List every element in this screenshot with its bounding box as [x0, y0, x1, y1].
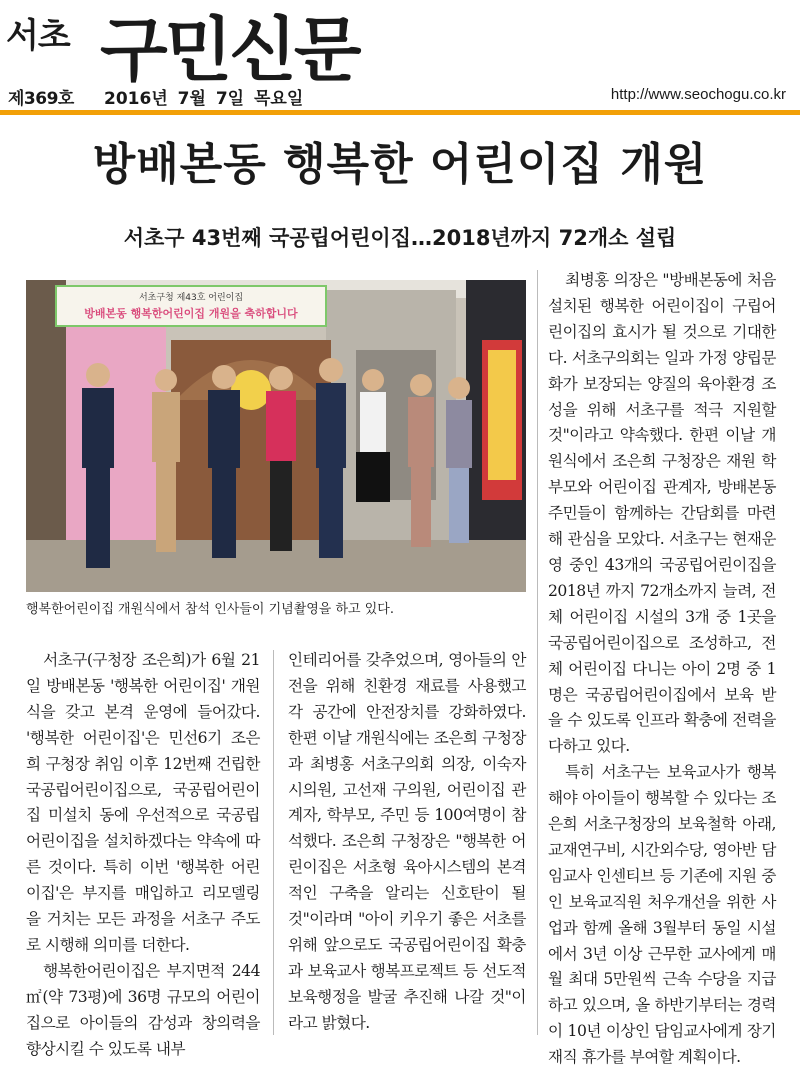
paragraph: 인테리어를 갖추었으며, 영아들의 안전을 위해 친환경 재료를 사용했고 각 공간에 안전장치를 강화하였다. 한편 이날 개원식에는 조은희 구청장과 최병홍 서초구의회 의장, 이숙자 시의원, 고선재 구의원, 어린이집 관계자, 학부모, 주민 등 100여명이 참석했다. 조은희 구청장은 "행복한 어린이집은 서초형 육아시스템의 본격적인 구축을 알리는 신호탄이 될 것"이라며 "아이 키우기 좋은 서초를 위해 앞으로도 국공립어린이집 확충과 보육교사 행복프로젝트 등 선도적 보육행정을 발굴 추진해 나갈 것"이라고 밝혔다. [288, 651, 526, 1032]
subheadline: 서초구 43번째 국공립어린이집…2018년까지 72개소 설립 [123, 226, 677, 250]
article-column-2 [288, 648, 526, 1037]
paragraph: 특히 서초구는 보육교사가 행복해야 아이들이 행복할 수 있다는 조은희 서초구청장의 보육철학 아래, 교재연구비, 시간외수당, 영아반 담임교사 인센티브 등 기존에 지원 중인 보육교직원 처우개선을 위한 사업과 함께 올해 3월부터 동일 시설에서 3년 이상 근무한 교사에게 매월 최대 5만원씩 근속 수당을 지급하고 있으며, 올 하반기부터는 경력이 10년 이상인 담임교사에게 장기재직 휴가를 부여할 계획이다. [548, 763, 776, 1067]
paragraph: 행복한어린이집은 부지면적 244㎡(약 73평)에 36명 규모의 어린이집으로 아이들의 감성과 창의력을 향상시킬 수 있도록 내부 [26, 961, 260, 1058]
website-url: http://www.seochogu.co.kr [610, 86, 786, 103]
banner-top: 서초구청 제43호 어린이집 [138, 293, 244, 303]
column-divider [273, 650, 274, 1035]
masthead-rule [0, 110, 800, 115]
issue-date: 2016년 7월 7일 목요일 [104, 89, 304, 109]
article-column-3 [548, 268, 776, 1071]
banner-text: 방배본동 행복한어린이집 개원을 축하합니다 [84, 307, 298, 320]
article-photo [26, 280, 526, 592]
column-divider [537, 270, 538, 1035]
paragraph: 최병홍 의장은 "방배본동에 처음 설치된 행복한 어린이집이 구립어린이집의 효시가 될 것으로 기대한다. 서초구의회는 일과 가정 양립문화가 보장되는 양질의 육아환경 조성을 위해 서초구를 적극 지원할 것"이라고 약속했다. 한편 이날 개원식에서 조은희 구청장은 재원 학부모와 어린이집 관계자, 방배본동 주민들이 함께하는 간담회를 마련해 관심을 모았다. 서초구는 현재운영 중인 43개의 국공립어린이집을 2018년 까지 72개소까지 늘려, 전체 어린이집 시설의 3개 중 1곳을 국공립어린이집으로 조성하고, 전체 어린이집 다니는 아이 2명 중 1명은 국공립어린이집에서 보육 받을 수 있도록 인프라 확충에 전력을 다하고 있다. [548, 271, 776, 756]
headline: 방배본동 행복한 어린이집 개원 [92, 139, 708, 190]
paper-region: 서초 [6, 16, 70, 56]
masthead [0, 0, 800, 112]
article-column-1 [26, 648, 260, 1063]
ceremony-photo [26, 280, 526, 592]
issue-number: 제369호 [8, 89, 74, 109]
paragraph: 서초구(구청장 조은희)가 6월 21일 방배본동 '행복한 어린이집' 개원식을 갖고 본격 운영에 들어갔다. '행복한 어린이집'은 민선6기 조은희 구청장 취임 이후 12번째 건립한 국공립어린이집으로, 국공립어린이집 미설치 동에 우선적으로 국공립어린이집을 설치하겠다는 약속에 따른 것이다. 특히 이번 '행복한 어린이집'은 부지를 매입하고 리모델링을 거치는 모든 과정을 서초구 주도로 시행해 의미를 더한다. [26, 651, 260, 954]
paper-name: 구민신문 [100, 9, 359, 91]
photo-caption: 행복한어린이집 개원식에서 참석 인사들이 기념촬영을 하고 있다. [26, 602, 394, 617]
